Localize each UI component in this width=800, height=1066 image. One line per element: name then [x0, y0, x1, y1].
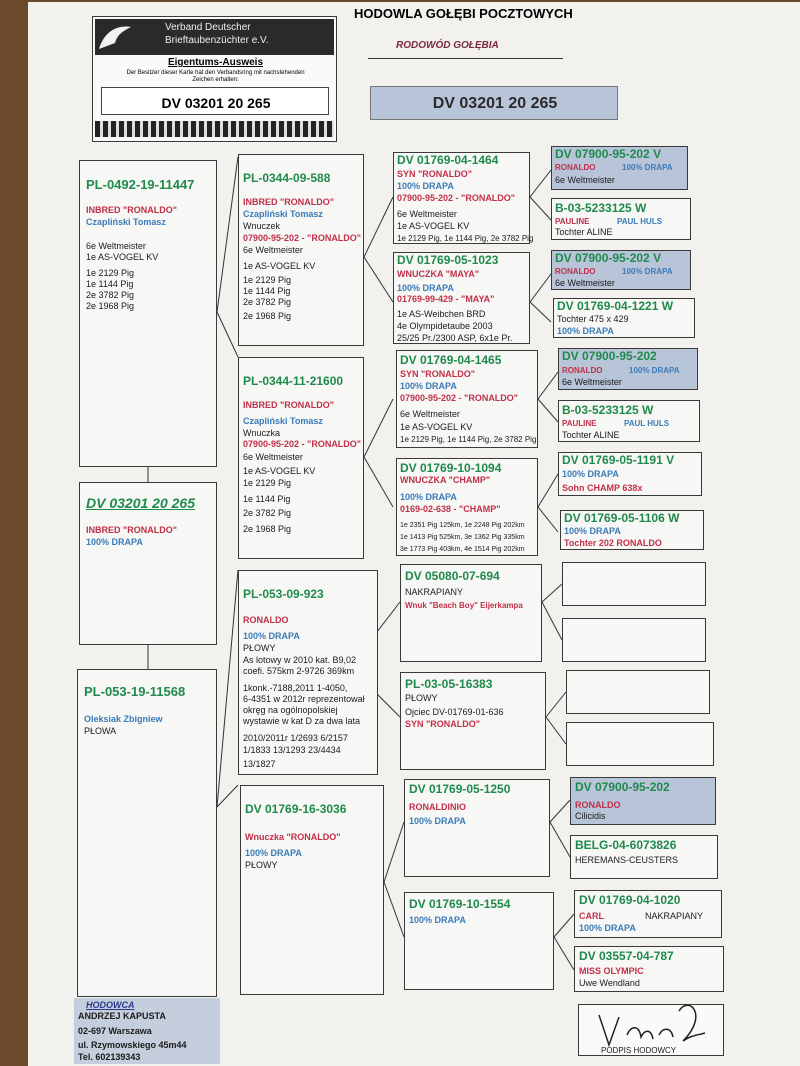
- g2-detail: 13/1827: [243, 759, 276, 769]
- dam-line1: Oleksiak Zbigniew: [84, 714, 163, 724]
- signature-box: [578, 1004, 724, 1056]
- g4-line3: Tochter ALINE: [555, 227, 613, 237]
- g3-line1: SYN "RONALDO": [397, 169, 473, 179]
- g4-ring: DV 03557-04-787: [579, 949, 674, 963]
- g3-ring: DV 01769-10-1094: [400, 461, 502, 475]
- pigeon-logo-icon: [95, 19, 135, 55]
- g2-detail: 1/1833 13/1293 23/4434: [243, 745, 341, 755]
- g4-ring: DV 01769-04-1020: [579, 893, 681, 907]
- g3-ring: DV 01769-10-1554: [409, 897, 511, 911]
- g4-empty-box: [562, 562, 706, 606]
- g4-empty-box: [566, 722, 714, 766]
- g3-box: [393, 152, 534, 244]
- g3-line1: RONALDINIO: [409, 802, 466, 812]
- g4-ring: DV 07900-95-202: [562, 349, 657, 363]
- g3-line1: NAKRAPIANY: [405, 587, 464, 597]
- g2-line3: Wnuczek: [243, 221, 281, 231]
- g3-detail: 1e AS-VOGEL KV: [397, 221, 470, 231]
- card-banner: [95, 19, 334, 55]
- g4-box: [560, 510, 704, 550]
- g2-detail: 1e 1144 Pig: [243, 286, 291, 296]
- g4-box: [553, 298, 695, 338]
- g2-line1: RONALDO: [243, 615, 289, 625]
- g3-detail: 1e 2351 Pig 125km, 1e 2248 Pig 202km: [400, 522, 525, 529]
- breeder-block: [74, 998, 220, 1064]
- sire-detail: 1e 2129 Pig: [86, 268, 135, 278]
- page-title: HODOWLA GOŁĘBI POCZTOWYCH: [354, 6, 573, 21]
- g4-box: [558, 348, 698, 390]
- g3-detail: 1e 2129 Pig, 1e 1144 Pig, 2e 3782 Pig: [397, 234, 534, 243]
- g4-empty-box: [562, 618, 706, 662]
- g4-ring: B-03-5233125 W: [562, 403, 654, 417]
- g4-line1: RONALDO: [575, 800, 621, 810]
- g2-detail: 1konk.-7188,2011 1-4050,: [243, 683, 348, 693]
- g3-line2: 100% DRAPA: [397, 181, 454, 191]
- pedigree-sheet: [28, 2, 800, 1066]
- g3-line1: 100% DRAPA: [409, 915, 466, 925]
- main-ring: DV 03201 20 265: [432, 95, 558, 112]
- g3-box: [400, 564, 542, 662]
- g3-line2: Wnuk "Beach Boy" Eijerkampa: [405, 601, 523, 610]
- g4-ring: DV 07900-95-202 V: [555, 147, 662, 161]
- g3-line1: PŁOWY: [405, 693, 438, 703]
- sire-line2: Czapliński Tomasz: [86, 217, 166, 227]
- g2-detail: 1e 2129 Pig: [243, 275, 292, 285]
- g2-line1: Wnuczka "RONALDO": [245, 832, 341, 842]
- g4-line2: NAKRAPIANY: [645, 911, 704, 921]
- g2-detail: 2e 1968 Pig: [243, 524, 292, 534]
- g2-line4: 07900-95-202 - "RONALDO": [243, 439, 362, 449]
- main-ring-box: [370, 86, 618, 120]
- g2-box: [238, 357, 364, 559]
- sire-box: [79, 160, 217, 467]
- g2-detail: 6-4351 w 2012r reprezentował: [243, 694, 365, 704]
- g3-detail: 4e Olympidetaube 2003: [397, 321, 493, 331]
- g4-line1: PAULINE: [562, 419, 597, 428]
- g2-detail: 2e 3782 Pig: [243, 508, 292, 518]
- g2-detail: 1e 2129 Pig: [243, 478, 292, 488]
- breeder-label: HODOWCA: [86, 1000, 135, 1010]
- subject-line1: INBRED "RONALDO": [86, 525, 178, 535]
- g4-ring: B-03-5233125 W: [555, 201, 647, 215]
- g3-detail: 6e Weltmeister: [400, 409, 460, 419]
- subject-ring: DV 03201 20 265: [86, 495, 195, 511]
- g4-ring: DV 07900-95-202: [575, 780, 670, 794]
- g4-line2: 100% DRAPA: [622, 267, 673, 276]
- breeder-street: ul. Rzymowskiego 45m44: [78, 1040, 187, 1050]
- org-line2: Brieftaubenzüchter e.V.: [165, 35, 269, 46]
- g2-line2: Czapliński Tomasz: [243, 416, 323, 426]
- g2-ring: PL-0344-11-21600: [243, 374, 344, 388]
- sire-detail: 2e 3782 Pig: [86, 290, 135, 300]
- subject-line2: 100% DRAPA: [86, 537, 143, 547]
- g3-box: [400, 672, 546, 770]
- g2-detail: okręg na ogólnopolskiej: [243, 705, 338, 715]
- card-ring: DV 03201 20 265: [161, 95, 271, 111]
- g2-line3: PŁOWY: [243, 643, 276, 653]
- breeder-city: 02-697 Warszawa: [78, 1026, 152, 1036]
- g4-line2: 100% DRAPA: [622, 163, 673, 172]
- g2-detail: 1e AS-VOGEL KV: [243, 261, 316, 271]
- g3-box: [404, 779, 550, 877]
- breeder-name: ANDRZEJ KAPUSTA: [78, 1011, 166, 1021]
- g4-line3: 100% DRAPA: [579, 923, 636, 933]
- g3-detail: 1e 1413 Pig 525km, 3e 1362 Pig 335km: [400, 534, 525, 541]
- g2-detail: 1e 1144 Pig: [243, 494, 291, 504]
- g2-detail: 1e AS-VOGEL KV: [243, 466, 316, 476]
- g4-line1: RONALDO: [555, 267, 596, 276]
- sire-ring: PL-0492-19-11447: [86, 177, 195, 192]
- dam-ring: PL-053-19-11568: [84, 684, 186, 699]
- g4-box: [551, 198, 691, 240]
- g4-ring: DV 01769-05-1191 V: [562, 453, 675, 467]
- g3-ring: DV 05080-07-694: [405, 569, 500, 583]
- g2-box: [240, 785, 384, 995]
- g4-box: [570, 777, 716, 825]
- g3-line2: Ojciec DV-01769-01-636: [405, 707, 504, 717]
- g3-detail: 6e Weltmeister: [397, 209, 457, 219]
- g2-detail: 2010/2011r 1/2693 6/2157: [243, 733, 348, 743]
- g4-ring: DV 07900-95-202 V: [555, 251, 662, 265]
- sire-line1: INBRED "RONALDO": [86, 205, 178, 215]
- g3-line2: 100% DRAPA: [409, 816, 466, 826]
- g3-line3: 07900-95-202 - "RONALDO": [400, 393, 519, 403]
- g4-line2: 100% DRAPA: [557, 326, 614, 336]
- dam-box: [77, 669, 217, 997]
- g2-detail: 2e 1968 Pig: [243, 311, 292, 321]
- g2-line1: INBRED "RONALDO": [243, 400, 335, 410]
- g3-detail: 25/25 Pr./2300 ASP, 6x1e Pr.: [397, 333, 513, 343]
- g2-ring: DV 01769-16-3036: [245, 802, 347, 816]
- g4-line1: MISS OLYMPIC: [579, 966, 644, 976]
- card-border-pattern: [95, 121, 334, 137]
- g4-ring: DV 01769-05-1106 W: [564, 511, 680, 525]
- g4-box: [574, 890, 722, 938]
- card-text: Der Besitzer dieser Karte hat den Verbandsring mit nachstehenden Zeichen erhalten:: [126, 70, 305, 83]
- signature-label: PODPIS HODOWCY: [601, 1046, 677, 1055]
- g4-line2: PAUL HULS: [617, 217, 663, 226]
- g3-box: [393, 252, 530, 344]
- g3-ring: DV 01769-04-1464: [397, 153, 499, 167]
- g3-line3: 07900-95-202 - "RONALDO": [397, 193, 516, 203]
- org-line1: Verband Deutscher: [165, 22, 251, 33]
- g2-line4: 07900-95-202 - "RONALDO": [243, 233, 362, 243]
- g3-detail: 1e 2129 Pig, 1e 1144 Pig, 2e 3782 Pig: [400, 435, 537, 444]
- g4-line3: 6e Weltmeister: [555, 278, 615, 288]
- g3-line3: 0169-02-638 - "CHAMP": [400, 504, 501, 514]
- g3-ring: DV 01769-04-1465: [400, 353, 502, 367]
- g4-line1: RONALDO: [562, 366, 603, 375]
- g4-line1: 100% DRAPA: [564, 526, 621, 536]
- g4-box: [551, 250, 691, 290]
- g3-box: [396, 350, 538, 448]
- g4-line3: 6e Weltmeister: [562, 377, 622, 387]
- breeder-tel: Tel. 602139343: [78, 1052, 141, 1062]
- ownership-card: [92, 16, 337, 142]
- g4-box: [558, 452, 702, 496]
- g4-line2: Cilicidis: [575, 811, 606, 821]
- g4-ring: BELG-04-6073826: [575, 838, 677, 852]
- g3-line2: 100% DRAPA: [400, 381, 457, 391]
- g3-box: [396, 458, 538, 556]
- sire-detail: 2e 1968 Pig: [86, 301, 135, 311]
- g4-line1: HEREMANS-CEUSTERS: [575, 855, 679, 865]
- g2-line2: 100% DRAPA: [243, 631, 300, 641]
- g4-empty-box: [566, 670, 710, 714]
- g3-detail: 3e 1773 Pig 403km, 4e 1514 Pig 202km: [400, 546, 525, 553]
- g3-line1: SYN "RONALDO": [400, 369, 476, 379]
- g4-box: [570, 835, 718, 879]
- sire-detail: 1e 1144 Pig: [86, 279, 134, 289]
- g4-line2: Sohn CHAMP 638x: [562, 483, 643, 493]
- g4-line2: 100% DRAPA: [629, 366, 680, 375]
- g4-line3: Tochter ALINE: [562, 430, 620, 440]
- g4-ring: DV 01769-04-1221 W: [557, 299, 674, 313]
- g2-box: [238, 154, 364, 346]
- page-subtitle: RODOWÓD GOŁĘBIA: [396, 40, 499, 51]
- g4-line2: Tochter 202 RONALDO: [564, 538, 662, 548]
- g3-line2: 100% DRAPA: [397, 283, 454, 293]
- g2-ring: PL-0344-09-588: [243, 171, 331, 185]
- g3-ring: DV 01769-05-1250: [409, 782, 511, 796]
- sire-detail: 6e Weltmeister: [86, 241, 146, 251]
- g3-line2: 100% DRAPA: [400, 492, 457, 502]
- g4-line1: CARL: [579, 911, 604, 921]
- g4-line3: 6e Weltmeister: [555, 175, 615, 185]
- g3-line3: 01769-99-429 - "MAYA": [397, 294, 495, 304]
- g4-box: [551, 146, 688, 190]
- g3-line1: WNUCZKA "MAYA": [397, 269, 480, 279]
- g4-line1: PAULINE: [555, 217, 590, 226]
- g3-box: [404, 892, 554, 990]
- card-title: Eigentums-Ausweis: [167, 57, 264, 68]
- g2-detail: 2e 3782 Pig: [243, 297, 292, 307]
- g3-line3: SYN "RONALDO": [405, 719, 481, 729]
- card-ring-box: [101, 87, 329, 115]
- g2-detail: 6e Weltmeister: [243, 245, 303, 255]
- g3-line1: WNUCZKA "CHAMP": [400, 475, 491, 485]
- g2-line1: INBRED "RONALDO": [243, 197, 335, 207]
- g4-line1: Tochter 475 x 429: [557, 314, 629, 324]
- g2-detail: coefi. 575km 2-9726 369km: [243, 666, 355, 676]
- g4-box: [574, 946, 724, 992]
- g2-line2: Czapliński Tomasz: [243, 209, 323, 219]
- g2-detail: wystawie w kat D za dwa lata: [243, 716, 361, 726]
- g4-line2: PAUL HULS: [624, 419, 670, 428]
- g2-line3: Wnuczka: [243, 428, 281, 438]
- subtitle-underline: [368, 58, 563, 59]
- g2-line2: 100% DRAPA: [245, 848, 302, 858]
- g2-ring: PL-053-09-923: [243, 587, 324, 601]
- sire-detail: 1e AS-VOGEL KV: [86, 252, 159, 262]
- g4-line1: 100% DRAPA: [562, 469, 619, 479]
- g3-detail: 1e AS-Weibchen BRD: [397, 309, 486, 319]
- g4-box: [558, 400, 700, 442]
- dam-line2: PŁOWA: [84, 726, 117, 736]
- g2-box: [238, 570, 378, 775]
- g2-line3: PŁOWY: [245, 860, 278, 870]
- g2-detail: As lotowy w 2010 kat. B9,02: [243, 655, 357, 665]
- g2-detail: 6e Weltmeister: [243, 452, 303, 462]
- g3-ring: DV 01769-05-1023: [397, 253, 499, 267]
- subject-box: [79, 482, 217, 645]
- g4-line2: Uwe Wendland: [579, 978, 640, 988]
- g3-ring: PL-03-05-16383: [405, 677, 493, 691]
- g3-detail: 1e AS-VOGEL KV: [400, 422, 473, 432]
- g4-line1: RONALDO: [555, 163, 596, 172]
